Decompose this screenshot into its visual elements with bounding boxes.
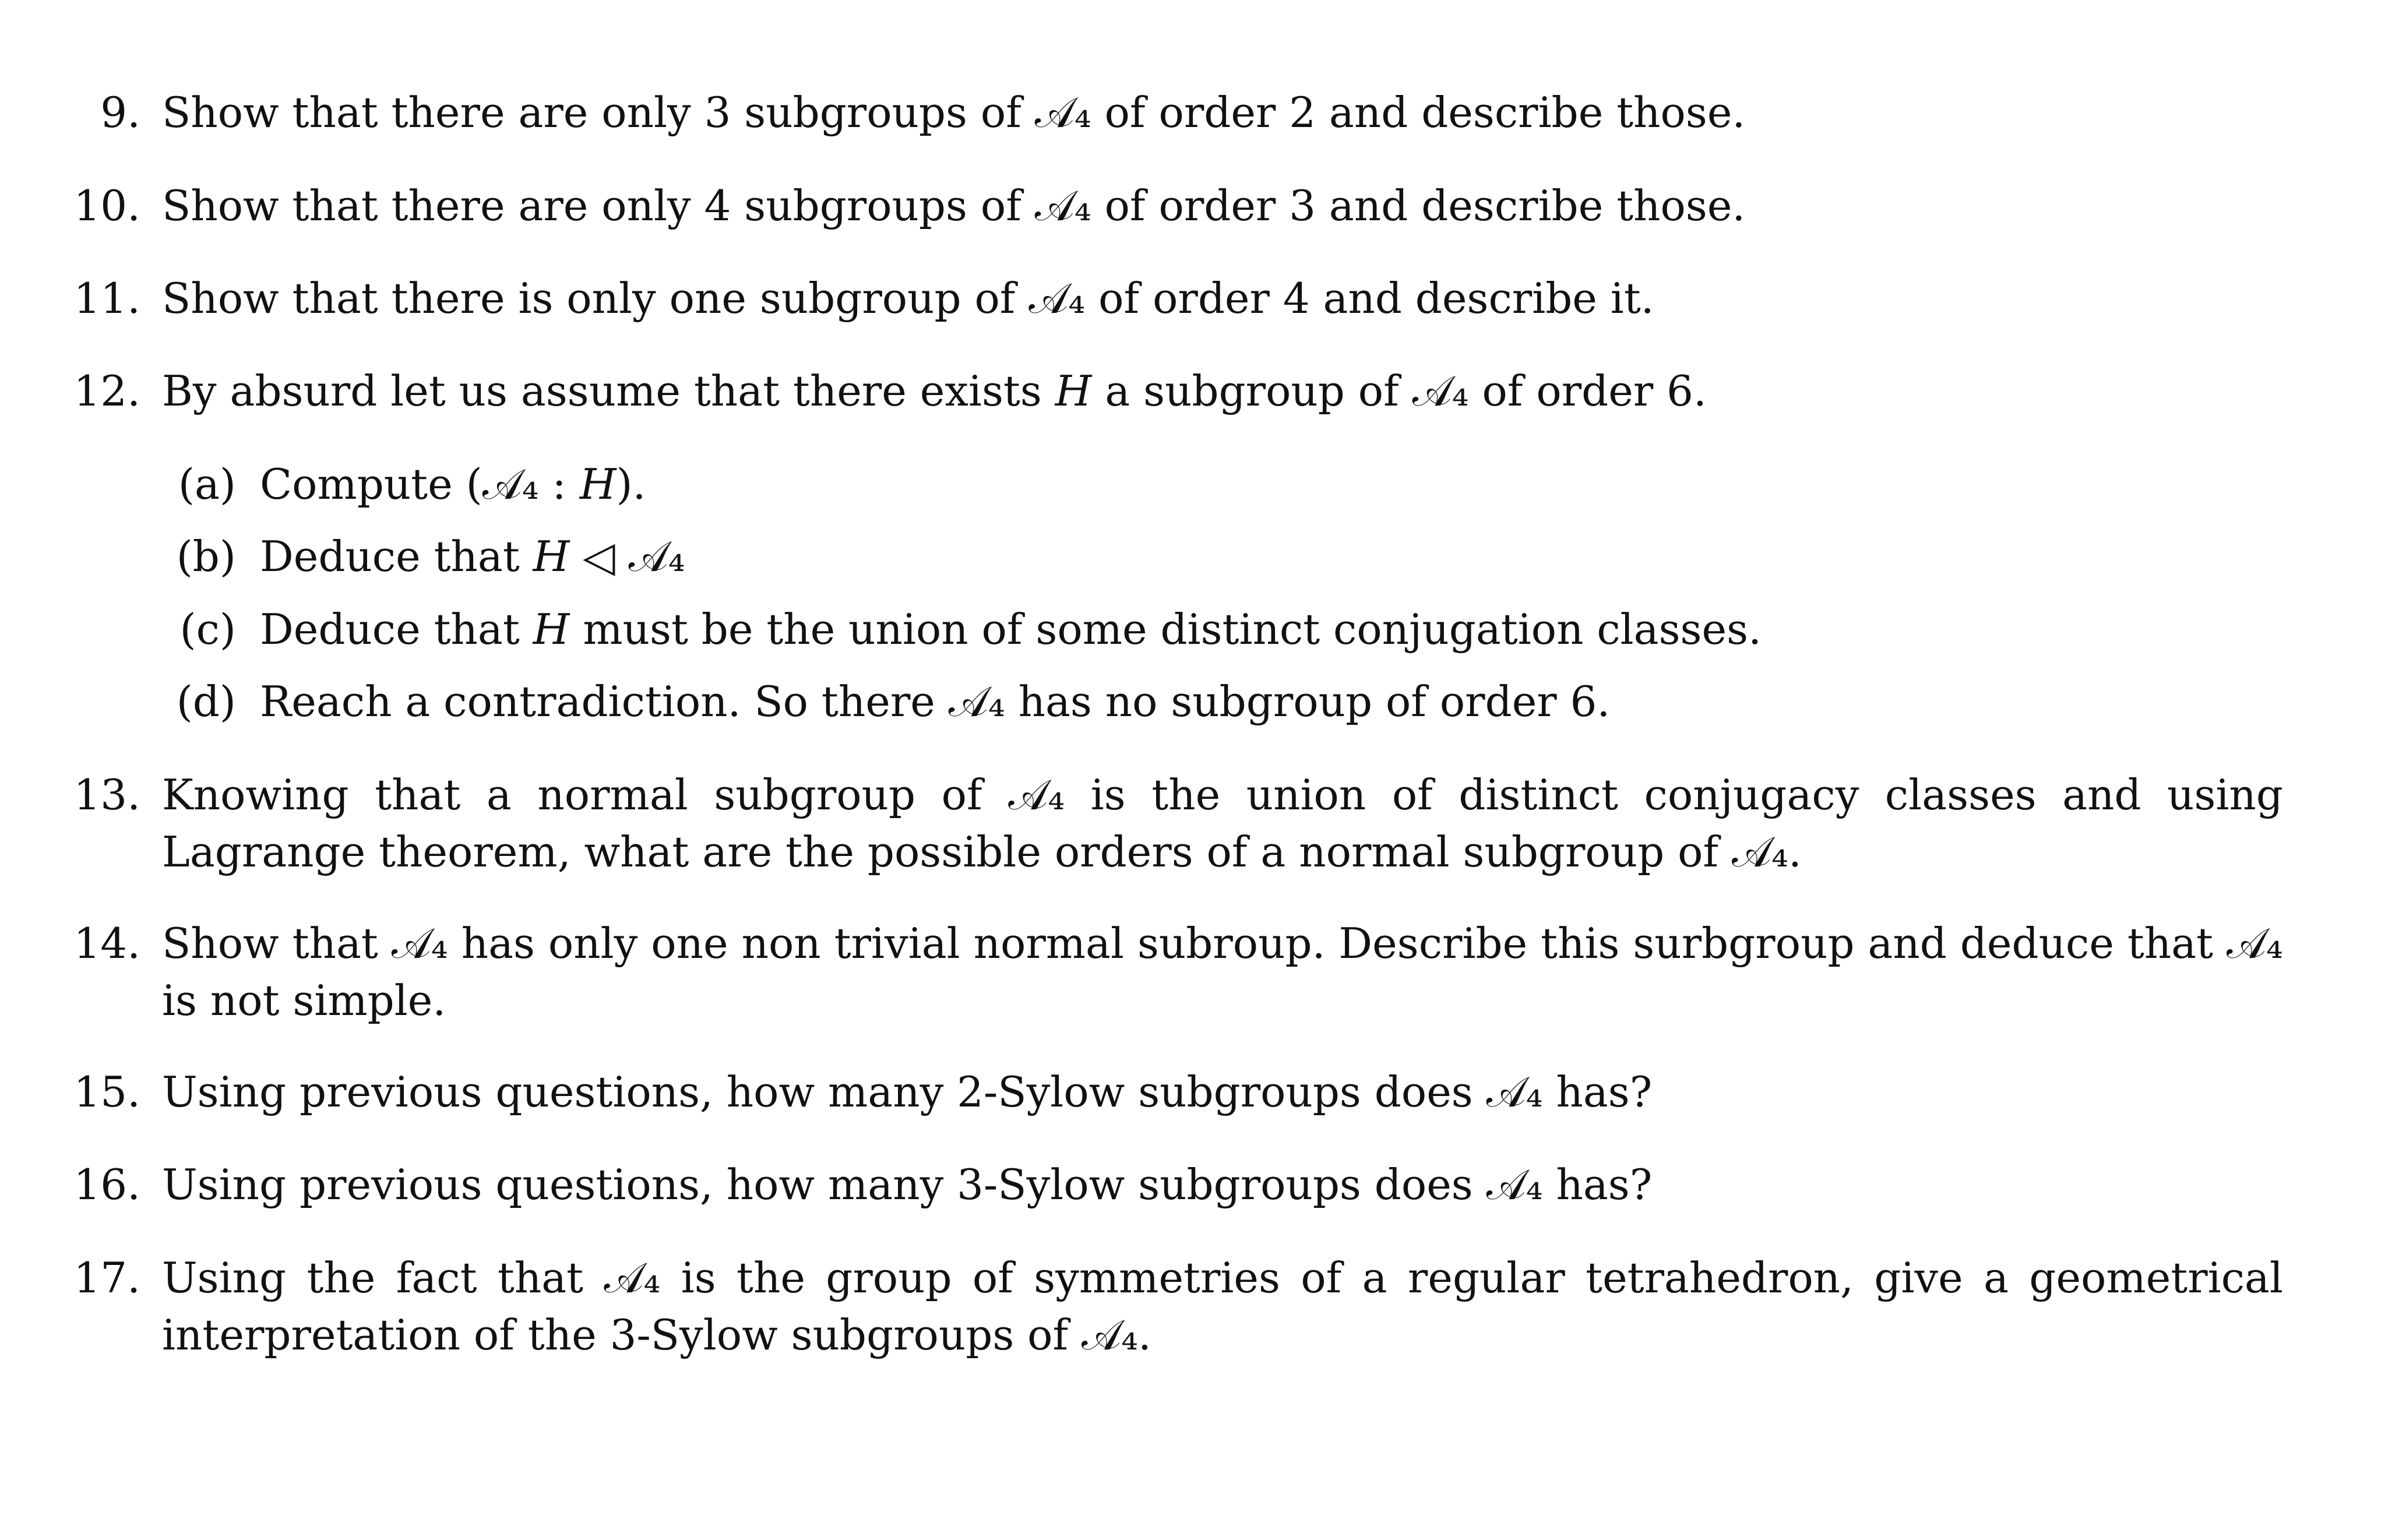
question-number: 10. xyxy=(73,181,140,230)
question-text: Using the fact that 𝒜₄ is the group of symmetries of a regular tetrahedron, give a geometrical interpretation of the 3-Sylow subgroups of 𝒜₄. xyxy=(162,1253,2283,1359)
question-number: 11. xyxy=(73,274,140,323)
subquestion-label: (a) xyxy=(178,460,236,509)
question-number: 15. xyxy=(73,1067,140,1116)
question-text: Show that there is only one subgroup of 𝒜₄ of order 4 and describe it. xyxy=(162,274,1654,323)
subquestion-text: Reach a contradiction. So there 𝒜₄ has no subgroup of order 6. xyxy=(260,677,1611,726)
question-text: Show that there are only 3 subgroups of 𝒜₄ of order 2 and describe those. xyxy=(162,88,1746,137)
subquestion-text: Compute (𝒜₄ : 𝐻). xyxy=(260,460,646,509)
question-number: 17. xyxy=(73,1253,140,1302)
question-number: 12. xyxy=(73,367,140,415)
question-text: Show that 𝒜₄ has only one non trivial normal subroup. Describe this surbgroup and deduce that 𝒜₄ is not simple. xyxy=(162,919,2283,1025)
question-number: 16. xyxy=(73,1160,140,1209)
subquestion-label: (d) xyxy=(176,677,236,726)
question-text: Show that there are only 4 subgroups of 𝒜₄ of order 3 and describe those. xyxy=(162,181,1746,230)
subquestion-text: Deduce that 𝐻 ◁ 𝒜₄ xyxy=(260,532,685,581)
question-text: Using previous questions, how many 3-Sylow subgroups does 𝒜₄ has? xyxy=(162,1160,1653,1209)
question-text: Using previous questions, how many 2-Sylow subgroups does 𝒜₄ has? xyxy=(162,1067,1653,1116)
subquestion-text: Deduce that 𝐻 must be the union of some distinct conjugation classes. xyxy=(260,605,1762,654)
question-number: 13. xyxy=(73,770,140,819)
question-text: By absurd let us assume that there exists 𝐻 a subgroup of 𝒜₄ of order 6. xyxy=(162,367,1707,415)
subquestion-label: (c) xyxy=(179,605,236,654)
subquestion-label: (b) xyxy=(176,532,236,581)
question-text: Knowing that a normal subgroup of 𝒜₄ is the union of distinct conjugacy classes and using Lagrange theorem, what are the possible orders of a normal subgroup of 𝒜₄. xyxy=(162,770,2283,876)
question-number: 14. xyxy=(73,919,140,968)
question-number: 9. xyxy=(100,88,140,137)
